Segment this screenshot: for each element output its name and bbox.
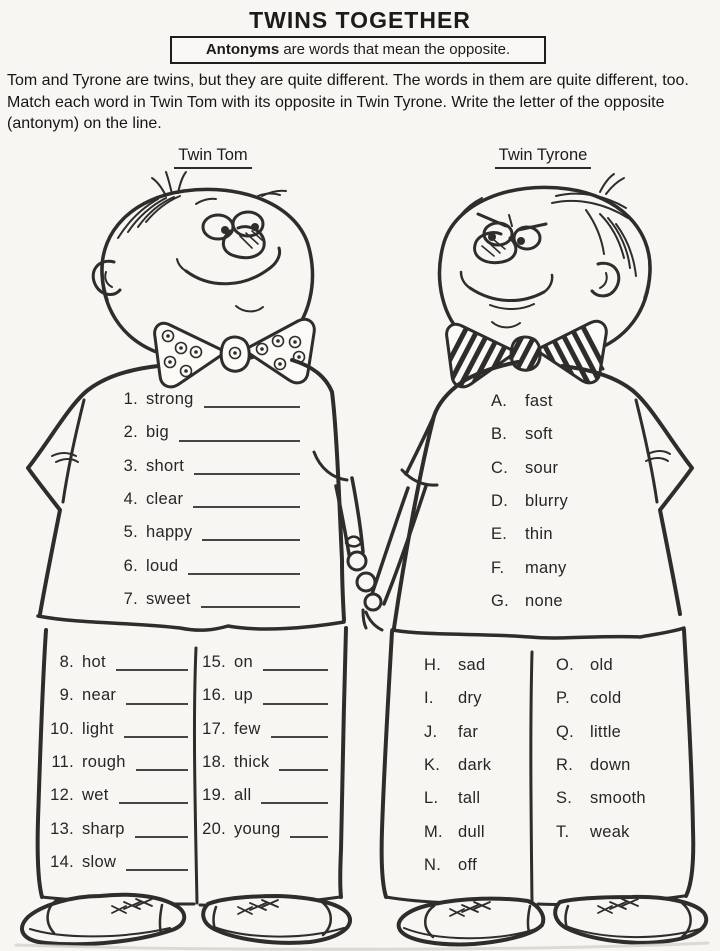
item-word: sweet xyxy=(146,589,191,608)
item-letter: K. xyxy=(424,756,441,775)
item-word: sour xyxy=(525,458,559,477)
item-word: thick xyxy=(234,753,270,772)
item-letter: B. xyxy=(491,425,508,444)
answer-blank[interactable] xyxy=(126,703,188,705)
word-item xyxy=(116,483,304,516)
answer-blank[interactable] xyxy=(124,736,188,738)
item-word: blurry xyxy=(525,492,569,511)
item-word: smooth xyxy=(590,789,646,808)
item-word: many xyxy=(525,558,567,577)
ground-shadow xyxy=(16,943,708,949)
item-letter: T. xyxy=(556,822,570,841)
item-letter: R. xyxy=(556,756,574,775)
word-item xyxy=(44,779,192,812)
item-word: sharp xyxy=(82,819,125,838)
item-number: 1. xyxy=(123,390,138,409)
word-item xyxy=(556,749,666,782)
worksheet-title: TWINS TOGETHER xyxy=(249,7,471,33)
item-word: none xyxy=(525,591,563,610)
word-item xyxy=(424,815,534,848)
item-word: sad xyxy=(458,656,486,675)
item-letter: A. xyxy=(491,392,508,411)
item-number: 15. xyxy=(202,653,226,672)
item-letter: M. xyxy=(424,822,443,841)
word-item xyxy=(116,549,304,582)
tyrone-eyes xyxy=(478,214,546,249)
item-word: rough xyxy=(82,753,126,772)
word-item xyxy=(44,746,192,779)
item-word: cold xyxy=(590,689,622,708)
item-letter: P. xyxy=(556,689,571,708)
word-item xyxy=(556,782,666,815)
answer-blank[interactable] xyxy=(188,573,300,575)
item-word: dark xyxy=(458,756,492,775)
word-item xyxy=(44,846,192,879)
answer-blank[interactable] xyxy=(194,473,300,475)
word-item xyxy=(491,385,621,418)
item-word: hot xyxy=(82,653,106,672)
item-word: young xyxy=(234,819,281,838)
answer-blank[interactable] xyxy=(136,769,188,771)
item-word: dry xyxy=(458,689,482,708)
tom-pants-right-word-list xyxy=(196,646,332,846)
word-item xyxy=(196,779,332,812)
word-item xyxy=(196,646,332,679)
answer-blank[interactable] xyxy=(193,506,300,508)
word-item xyxy=(116,383,304,416)
item-number: 3. xyxy=(123,456,138,475)
item-word: near xyxy=(82,686,117,705)
tom-shirt-word-list xyxy=(116,383,304,616)
item-letter: J. xyxy=(424,722,438,741)
item-number: 2. xyxy=(123,423,138,442)
definition-text: are words that mean the opposite. xyxy=(279,41,511,58)
item-number: 5. xyxy=(123,523,138,542)
tom-nose xyxy=(223,227,264,258)
answer-blank[interactable] xyxy=(202,539,300,541)
item-number: 7. xyxy=(123,589,138,608)
item-letter: I. xyxy=(424,689,434,708)
item-word: loud xyxy=(146,556,179,575)
answer-blank[interactable] xyxy=(179,440,300,442)
item-letter: N. xyxy=(424,855,442,874)
item-letter: D. xyxy=(491,492,509,511)
word-item xyxy=(424,649,534,682)
item-word: up xyxy=(234,686,253,705)
item-number: 18. xyxy=(202,753,226,772)
word-item xyxy=(116,583,304,616)
item-word: short xyxy=(146,456,185,475)
item-word: off xyxy=(458,855,477,874)
item-word: on xyxy=(234,653,253,672)
item-letter: F. xyxy=(491,558,505,577)
word-item xyxy=(424,682,534,715)
item-word: happy xyxy=(146,523,193,542)
tyrone-pants-left-word-list xyxy=(424,649,534,882)
answer-blank[interactable] xyxy=(201,606,300,608)
tyrone-shirt-word-list xyxy=(491,385,621,618)
item-letter: G. xyxy=(491,591,510,610)
item-word: slow xyxy=(82,852,117,871)
item-word: far xyxy=(458,722,479,741)
item-letter: H. xyxy=(424,656,442,675)
item-number: 13. xyxy=(50,819,74,838)
answer-blank[interactable] xyxy=(135,836,188,838)
item-letter: S. xyxy=(556,789,573,808)
item-number: 4. xyxy=(123,490,138,509)
tom-column-label-text: Twin Tom xyxy=(174,146,251,169)
answer-blank[interactable] xyxy=(261,802,328,804)
word-item xyxy=(424,716,534,749)
item-word: tall xyxy=(458,789,481,808)
definition-term: Antonyms xyxy=(205,41,280,58)
tyrone-column-label-text: Twin Tyrone xyxy=(495,146,592,169)
item-word: thin xyxy=(525,525,553,544)
answer-blank[interactable] xyxy=(263,703,328,705)
item-number: 14. xyxy=(50,852,74,871)
word-item xyxy=(491,418,621,451)
word-item xyxy=(491,585,621,618)
word-item xyxy=(196,679,332,712)
tyrone-pants-right-word-list xyxy=(556,649,666,849)
item-number: 16. xyxy=(202,686,226,705)
answer-blank[interactable] xyxy=(116,669,188,671)
item-word: all xyxy=(234,786,252,805)
word-item xyxy=(424,749,534,782)
word-item xyxy=(196,713,332,746)
word-item xyxy=(491,452,621,485)
item-word: light xyxy=(82,719,114,738)
word-item xyxy=(44,812,192,845)
word-item xyxy=(44,646,192,679)
word-item xyxy=(424,849,534,882)
item-word: down xyxy=(590,756,631,775)
item-letter: Q. xyxy=(556,722,575,741)
item-number: 11. xyxy=(51,753,74,772)
item-letter: O. xyxy=(556,656,575,675)
answer-blank[interactable] xyxy=(290,836,328,838)
item-letter: E. xyxy=(491,525,508,544)
item-word: big xyxy=(146,423,169,442)
item-number: 9. xyxy=(59,686,74,705)
item-word: few xyxy=(234,719,261,738)
word-item xyxy=(116,516,304,549)
item-number: 17. xyxy=(202,719,226,738)
tom-pants-left-word-list xyxy=(44,646,192,879)
answer-blank[interactable] xyxy=(271,736,328,738)
item-word: wet xyxy=(82,786,109,805)
item-number: 8. xyxy=(59,653,74,672)
word-item xyxy=(556,815,666,848)
item-number: 12. xyxy=(50,786,74,805)
item-word: dull xyxy=(458,822,485,841)
item-word: clear xyxy=(146,490,184,509)
word-item xyxy=(491,518,621,551)
item-number: 10. xyxy=(50,719,74,738)
item-number: 19. xyxy=(202,786,226,805)
word-item xyxy=(44,679,192,712)
instructions: Tom and Tyrone are twins, but they are quite different. The words in them are quite different, too. Match each word in Twin Tom with its opposite in Twin Tyrone. Write the letter of the opposite (antonym) on the line. xyxy=(7,72,689,132)
word-item xyxy=(491,485,621,518)
tom-shoes xyxy=(22,895,350,944)
item-word: little xyxy=(590,722,622,741)
answer-blank[interactable] xyxy=(126,869,188,871)
word-item xyxy=(196,746,332,779)
word-item xyxy=(196,812,332,845)
word-item xyxy=(556,716,666,749)
item-word: strong xyxy=(146,390,194,409)
item-letter: C. xyxy=(491,458,509,477)
item-word: old xyxy=(590,656,613,675)
word-item xyxy=(44,713,192,746)
item-word: fast xyxy=(525,392,553,411)
answer-blank[interactable] xyxy=(204,406,300,408)
answer-blank[interactable] xyxy=(119,802,188,804)
word-item xyxy=(491,551,621,584)
item-letter: L. xyxy=(424,789,439,808)
answer-blank[interactable] xyxy=(263,669,328,671)
word-item xyxy=(116,450,304,483)
word-item xyxy=(556,682,666,715)
item-word: weak xyxy=(590,822,630,841)
item-word: soft xyxy=(525,425,553,444)
word-item xyxy=(556,649,666,682)
item-number: 6. xyxy=(123,556,138,575)
answer-blank[interactable] xyxy=(279,769,328,771)
word-item xyxy=(116,416,304,449)
item-number: 20. xyxy=(202,819,226,838)
word-item xyxy=(424,782,534,815)
tom-bowtie-polka-dot xyxy=(155,319,315,386)
